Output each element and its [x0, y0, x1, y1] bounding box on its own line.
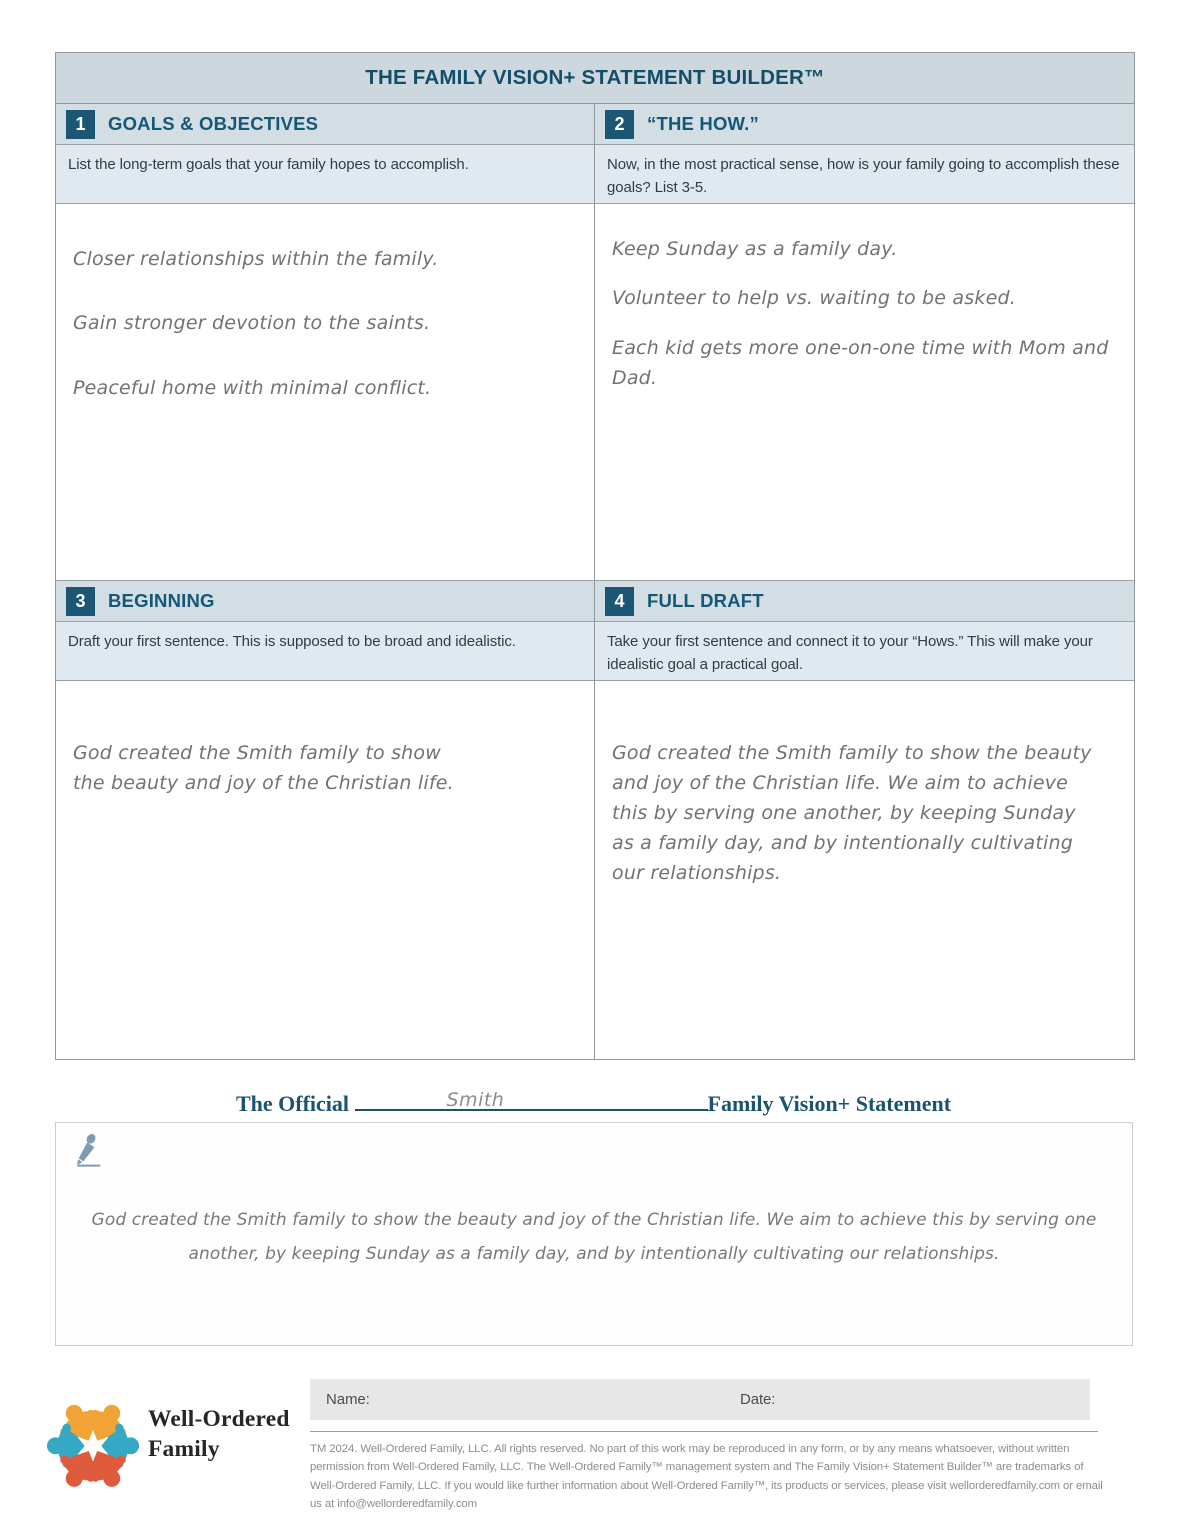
builder-columns [56, 104, 1134, 1059]
section-3-header [56, 581, 594, 622]
title-band [56, 53, 1134, 104]
goal-entry: Peaceful home with minimal conflict. [73, 376, 432, 399]
section-1-header [56, 104, 594, 145]
section-2-header [595, 104, 1134, 145]
how-entry: Volunteer to help vs. waiting to be asked. [612, 287, 1016, 310]
section-3-fill-area[interactable] [56, 681, 594, 1059]
section-2-number-badge: 2 [605, 110, 634, 139]
goal-entry: Closer relationships within the family. [73, 248, 439, 270]
family-name-blank[interactable] [355, 1085, 708, 1111]
legal-divider [310, 1431, 1098, 1432]
section-1-instruction: List the long-term goals that your family hopes to accomplish. [56, 145, 594, 204]
section-3-instruction: Draft your first sentence. This is supposed to be broad and idealistic. [56, 622, 594, 681]
how-entry: Keep Sunday as a family day. [612, 238, 898, 260]
full-draft-entry: God created the Smith family to show the beauty and joy of the Christian life. We aim to achieve this by serving one another, by keeping Sunday as a family day, and by intentionally cultivating our relationships. [612, 742, 1092, 885]
legal-text: TM 2024. Well-Ordered Family, LLC. All rights reserved. No part of this work may be reproduced in any form, or by any means whatsoever, without written permission from Well-Ordered Family, LLC. The Well-Ordered Family™ management system and The Family Vision+ Statement Builder™ are trademarks of Well-Ordered Family, LLC. If you would like further information about Well-Ordered Family™, its products or services, please visit wellorderedfamily.com or email us at info@wellorderedfamily.com [310, 1443, 1103, 1510]
section-4-fill-area[interactable] [595, 681, 1134, 1059]
section-1-number-badge: 1 [66, 110, 95, 139]
page-title: THE FAMILY VISION+ STATEMENT BUILDER™ [365, 66, 825, 89]
final-statement-text: God created the Smith family to show the beauty and joy of the Christian life. We aim to achieve this by serving one another, by keeping Sunday as a family day, and by intentionally cultivating our relationships. [91, 1210, 1097, 1264]
name-field-label: Name: [326, 1391, 370, 1408]
section-4-number-badge: 4 [605, 587, 634, 616]
section-2-instruction: Now, in the most practical sense, how is your family going to accomplish these goals? List 3-5. [595, 145, 1134, 204]
how-entry: Each kid gets more one-on-one time with Mom and Dad. [612, 336, 1109, 390]
beginning-entry: God created the Smith family to show the beauty and joy of the Christian life. [73, 742, 454, 795]
vision-builder-table [55, 52, 1135, 1060]
goal-entry: Gain stronger devotion to the saints. [73, 312, 431, 335]
section-4-header [595, 581, 1134, 622]
section-3-number-badge: 3 [66, 587, 95, 616]
section-4-title: FULL DRAFT [647, 590, 764, 611]
name-date-bar [310, 1379, 1090, 1420]
brand-name [148, 1404, 290, 1464]
official-line-suffix: Family Vision+ Statement [707, 1091, 952, 1116]
section-3-title: BEGINNING [108, 590, 215, 611]
section-4-instruction: Take your first sentence and connect it to your “Hows.” This will make your idealistic goal a practical goal. [595, 622, 1134, 681]
final-statement-box[interactable] [55, 1122, 1133, 1346]
section-1-fill-area[interactable] [56, 204, 594, 581]
section-2-fill-area[interactable] [595, 204, 1134, 581]
family-name-value: Smith [446, 1089, 505, 1111]
official-line-prefix: The Official [235, 1091, 349, 1116]
right-column [595, 104, 1134, 1059]
official-statement-line [0, 1085, 1187, 1117]
section-2-title: “THE HOW.” [647, 113, 759, 134]
pen-icon [69, 1133, 105, 1169]
brand-name-line1: Well-Ordered [148, 1406, 290, 1432]
date-field-label: Date: [740, 1391, 776, 1408]
left-column [56, 104, 595, 1059]
well-ordered-family-logo [46, 1390, 140, 1496]
section-1-title: GOALS & OBJECTIVES [108, 113, 319, 134]
brand-name-line2: Family [148, 1436, 220, 1463]
